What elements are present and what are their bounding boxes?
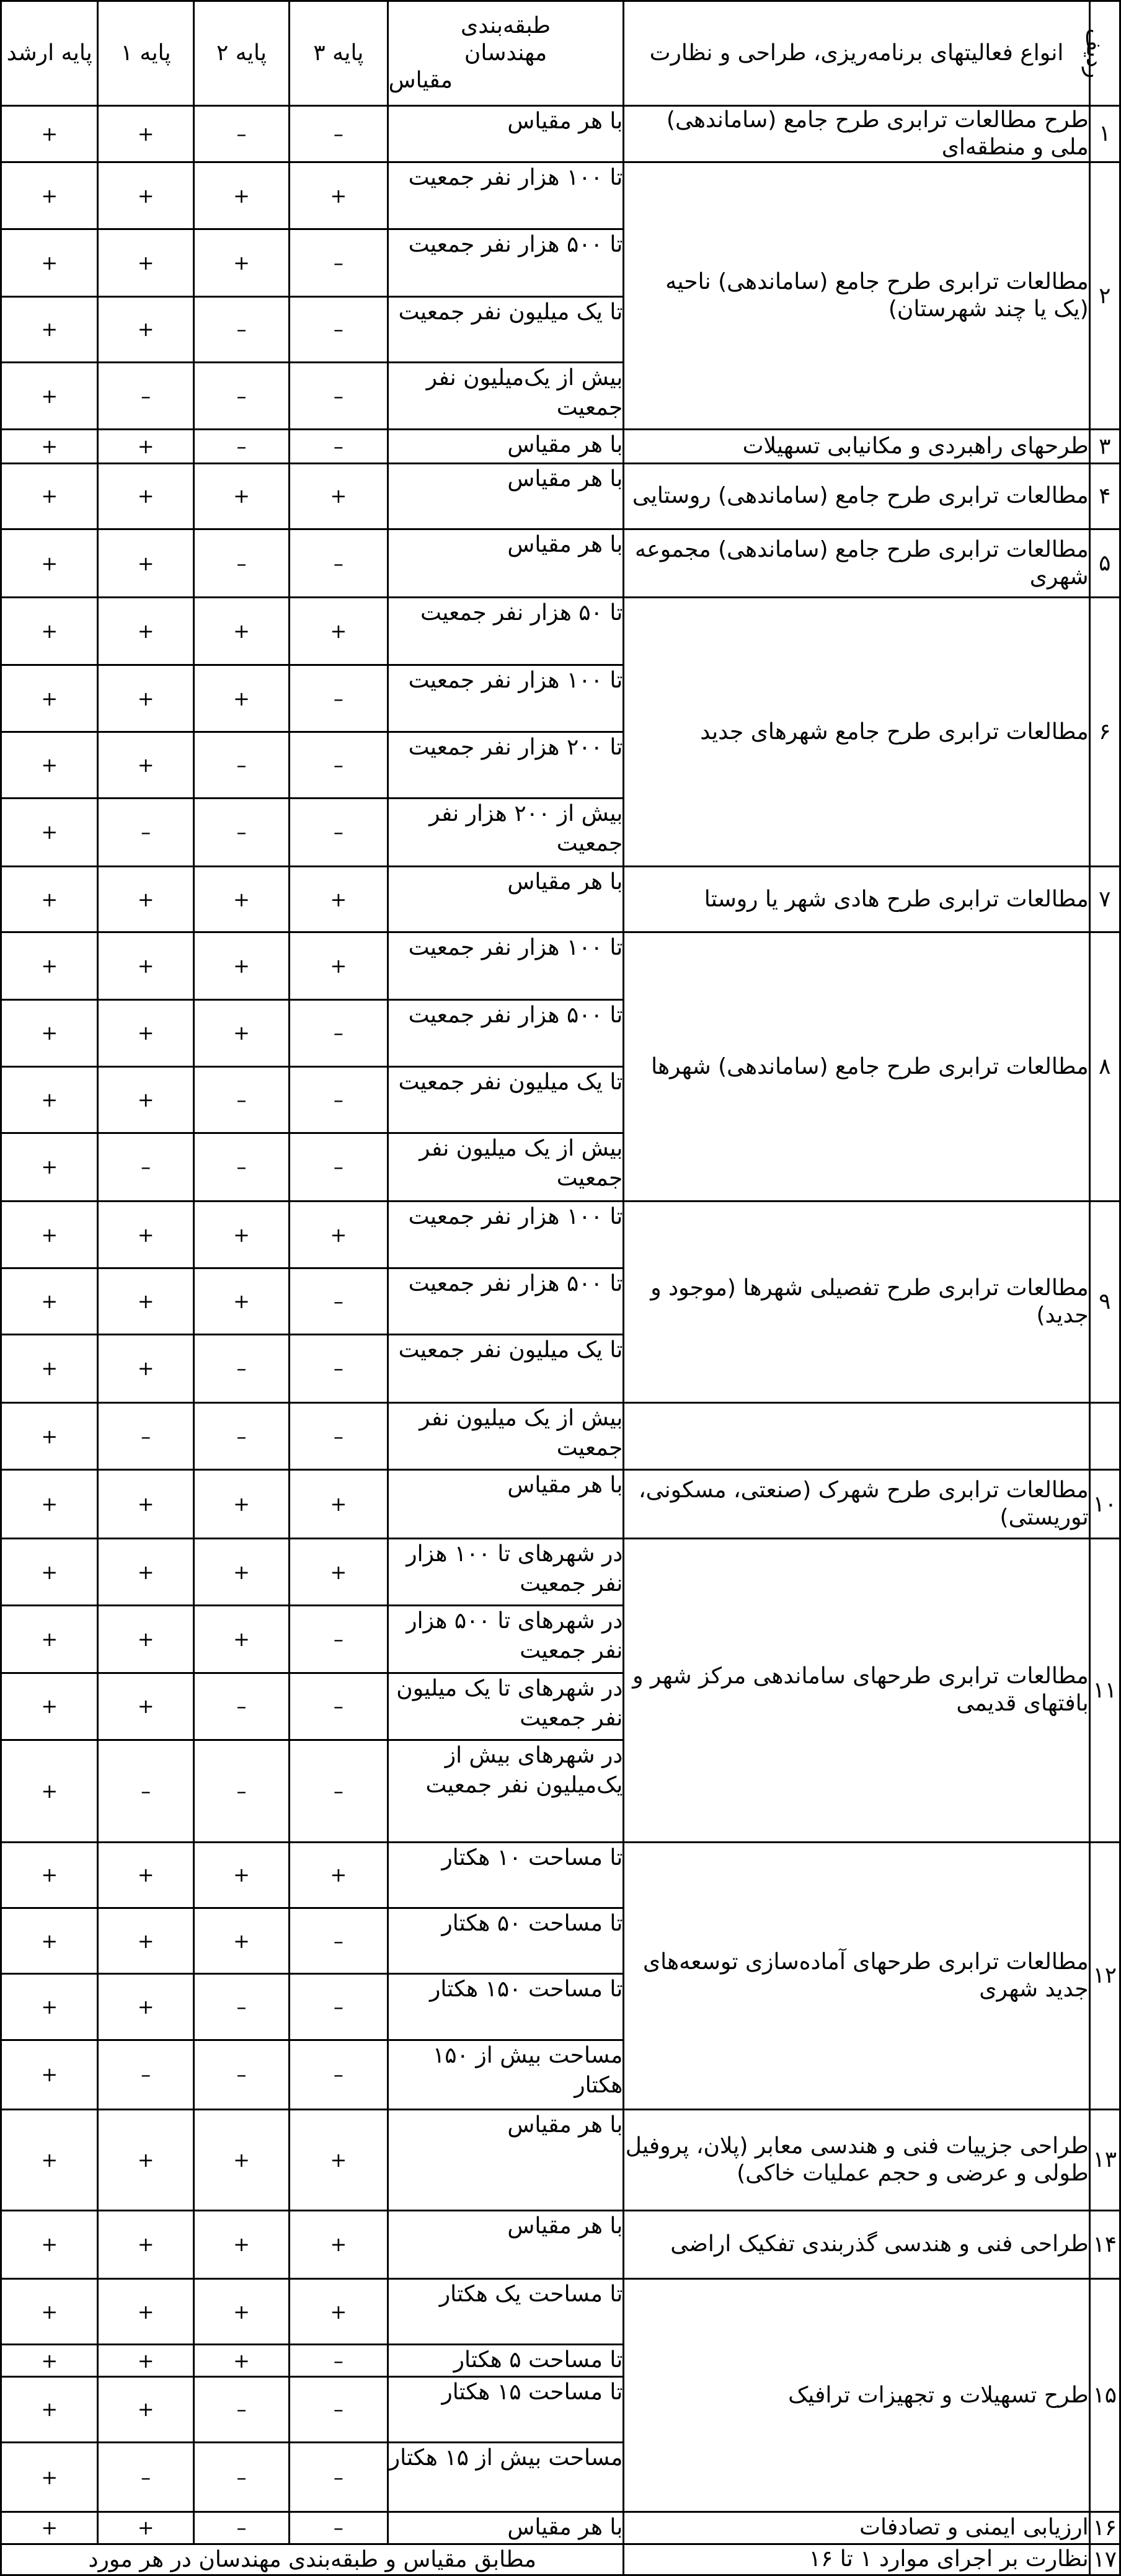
grade1-cell: + xyxy=(98,1908,193,1973)
scale-cell: با هر مقیاس xyxy=(388,529,624,598)
activity-cell: طرحهای راهبردی و مکانیابی تسهیلات xyxy=(624,430,1089,463)
activity-cell xyxy=(624,1403,1089,1470)
grade2-cell: – xyxy=(193,798,289,866)
grade1-cell: + xyxy=(98,1201,193,1268)
grade1-cell: + xyxy=(98,2279,193,2345)
grade2-cell: – xyxy=(193,1403,289,1470)
grade2-cell: + xyxy=(193,1470,289,1538)
grade3-cell: + xyxy=(290,463,388,529)
header-senior: پایه ارشد xyxy=(1,1,98,106)
grade3-cell: + xyxy=(290,1470,388,1538)
grade3-cell: – xyxy=(290,2512,388,2544)
row-number: ۱۶ xyxy=(1089,2512,1120,2544)
scale-cell: تا ۵۰۰ هزار نفر جمعیت xyxy=(388,1268,624,1334)
grade3-cell: – xyxy=(290,1606,388,1673)
scale-cell: تا ۱۰۰ هزار نفر جمعیت xyxy=(388,932,624,999)
scale-cell: با هر مقیاس xyxy=(388,1470,624,1538)
grade1-cell: + xyxy=(98,598,193,665)
grade1-cell: + xyxy=(98,430,193,463)
activity-cell: طرح تسهیلات و تجهیزات ترافیک xyxy=(624,2279,1089,2512)
scale-cell: در شهرهای تا یک میلیون نفر جمعیت xyxy=(388,1673,624,1740)
header-classification-line2: مهندسان xyxy=(464,40,547,66)
scale-cell: با هر مقیاس xyxy=(388,463,624,529)
senior-cell: + xyxy=(1,296,98,362)
scale-cell: تا مساحت یک هکتار xyxy=(388,2279,624,2345)
row-number: ۹ xyxy=(1089,1201,1120,1402)
table-row xyxy=(1,2110,1120,2211)
grade2-cell: + xyxy=(193,2279,289,2345)
grade2-cell: – xyxy=(193,1974,289,2040)
senior-cell: + xyxy=(1,866,98,932)
scale-cell: تا ۲۰۰ هزار نفر جمعیت xyxy=(388,732,624,798)
grade2-cell: – xyxy=(193,2040,289,2109)
activity-cell: مطالعات ترابری طرح جامع شهرهای جدید xyxy=(624,598,1089,867)
scale-cell: تا ۱۰۰ هزار نفر جمعیت xyxy=(388,665,624,732)
scale-cell: بیش از یک میلیون نفر جمعیت xyxy=(388,1133,624,1201)
senior-cell: + xyxy=(1,665,98,732)
senior-cell: + xyxy=(1,2210,98,2278)
scale-cell: تا مساحت ۵ هکتار xyxy=(388,2345,624,2376)
scale-cell: بیش از یک‌میلیون نفر جمعیت xyxy=(388,363,624,430)
grade2-cell: – xyxy=(193,1067,289,1133)
grade1-cell: + xyxy=(98,162,193,229)
senior-cell: + xyxy=(1,2279,98,2345)
table-row xyxy=(1,1842,1120,1908)
row-number: ۶ xyxy=(1089,598,1120,867)
row-number: ۱۲ xyxy=(1089,1842,1120,2110)
grade1-cell: – xyxy=(98,1740,193,1843)
scale-cell: تا ۵۰ هزار نفر جمعیت xyxy=(388,598,624,665)
senior-cell: + xyxy=(1,1268,98,1334)
row-number: ۵ xyxy=(1089,529,1120,598)
senior-cell: + xyxy=(1,2512,98,2544)
grade1-cell: + xyxy=(98,105,193,162)
grade1-cell: + xyxy=(98,1673,193,1740)
grade3-cell: + xyxy=(290,866,388,932)
scale-cell: تا یک میلیون نفر جمعیت xyxy=(388,296,624,362)
grade3-cell: – xyxy=(290,798,388,866)
row-number: ۱۱ xyxy=(1089,1538,1120,1842)
grade2-cell: – xyxy=(193,1133,289,1201)
row-number: ۱۳ xyxy=(1089,2110,1120,2211)
senior-cell: + xyxy=(1,1133,98,1201)
grade2-cell: – xyxy=(193,529,289,598)
grade2-cell: + xyxy=(193,598,289,665)
grade3-cell: – xyxy=(290,1334,388,1402)
grade2-cell: – xyxy=(193,1740,289,1843)
grade2-cell: + xyxy=(193,2345,289,2376)
grade2-cell: + xyxy=(193,1201,289,1268)
row-number: ۴ xyxy=(1089,463,1120,529)
grade3-cell: – xyxy=(290,1974,388,2040)
grade2-cell: – xyxy=(193,363,289,430)
grade3-cell: – xyxy=(290,229,388,296)
grade3-cell: – xyxy=(290,732,388,798)
header-activity: انواع فعالیتهای برنامه‌ریزی، طراحی و نظارت xyxy=(624,1,1089,106)
table-row xyxy=(1,1538,1120,1605)
grade2-cell: – xyxy=(193,105,289,162)
senior-cell: + xyxy=(1,529,98,598)
senior-cell: + xyxy=(1,1470,98,1538)
scale-cell: تا یک میلیون نفر جمعیت xyxy=(388,1334,624,1402)
activity-cell: نظارت بر اجرای موارد ۱ تا ۱۶ xyxy=(624,2544,1089,2575)
header-grade3: پایه ۳ xyxy=(290,1,388,106)
scale-cell: تا مساحت ۱۰ هکتار xyxy=(388,1842,624,1908)
scale-cell: تا مساحت ۱۵۰ هکتار xyxy=(388,1974,624,2040)
activity-cell: مطالعات ترابری طرحهای ساماندهی مرکز شهر و بافتهای قدیمی xyxy=(624,1538,1089,1842)
table-row xyxy=(1,162,1120,229)
scale-cell: با هر مقیاس xyxy=(388,430,624,463)
grade1-cell: + xyxy=(98,1470,193,1538)
grade1-cell: + xyxy=(98,529,193,598)
activity-cell: طراحی فنی و هندسی گذربندی تفکیک اراضی xyxy=(624,2210,1089,2278)
scale-cell: تا مساحت ۵۰ هکتار xyxy=(388,1908,624,1973)
grade3-cell: + xyxy=(290,2210,388,2278)
senior-cell: + xyxy=(1,1606,98,1673)
grade3-cell: + xyxy=(290,2110,388,2211)
grade1-cell: + xyxy=(98,1067,193,1133)
senior-cell: + xyxy=(1,2443,98,2512)
activity-cell: مطالعات ترابری طرح جامع (ساماندهی) شهرها xyxy=(624,932,1089,1202)
grade1-cell: – xyxy=(98,363,193,430)
grade2-cell: + xyxy=(193,866,289,932)
senior-cell: + xyxy=(1,1673,98,1740)
senior-cell: + xyxy=(1,932,98,999)
header-grade2: پایه ۲ xyxy=(193,1,289,106)
grade1-cell: + xyxy=(98,2512,193,2544)
activity-cell: مطالعات ترابری طرح هادی شهر یا روستا xyxy=(624,866,1089,932)
header-classification xyxy=(388,1,624,106)
grade2-cell: + xyxy=(193,463,289,529)
grade1-cell: – xyxy=(98,798,193,866)
senior-cell: + xyxy=(1,229,98,296)
scale-cell: تا یک میلیون نفر جمعیت xyxy=(388,1067,624,1133)
senior-cell: + xyxy=(1,1067,98,1133)
grade3-cell: – xyxy=(290,1403,388,1470)
senior-cell: + xyxy=(1,430,98,463)
header-classification-line3: مقیاس xyxy=(388,67,453,93)
grade1-cell: + xyxy=(98,1606,193,1673)
grade3-cell: – xyxy=(290,2345,388,2376)
grade3-cell: – xyxy=(290,1908,388,1973)
senior-cell: + xyxy=(1,1974,98,2040)
scale-cell: با هر مقیاس xyxy=(388,2512,624,2544)
row-number: ۲ xyxy=(1089,162,1120,430)
grade3-cell: – xyxy=(290,105,388,162)
grade1-cell: + xyxy=(98,1268,193,1334)
table-row xyxy=(1,598,1120,665)
activity-cell: مطالعات ترابری طرحهای آماده‌سازی توسعه‌های جدید شهری xyxy=(624,1842,1089,2110)
grade2-cell: + xyxy=(193,999,289,1066)
senior-cell: + xyxy=(1,105,98,162)
grade3-cell: – xyxy=(290,2376,388,2442)
senior-cell: + xyxy=(1,463,98,529)
scale-cell: در شهرهای تا ۱۰۰ هزار نفر جمعیت xyxy=(388,1538,624,1605)
row-number xyxy=(1089,1403,1120,1470)
grade2-cell: – xyxy=(193,2443,289,2512)
row-number: ۳ xyxy=(1089,430,1120,463)
grade1-cell: + xyxy=(98,2376,193,2442)
senior-cell: + xyxy=(1,2345,98,2376)
grade2-cell: – xyxy=(193,296,289,362)
senior-cell: + xyxy=(1,598,98,665)
scale-cell: تا مساحت ۱۵ هکتار xyxy=(388,2376,624,2442)
grade3-cell: – xyxy=(290,430,388,463)
activity-cell: طرح مطالعات ترابری طرح جامع (ساماندهی) ملی و منطقه‌ای xyxy=(624,105,1089,162)
grade3-cell: + xyxy=(290,1201,388,1268)
grade3-cell: – xyxy=(290,2040,388,2109)
scale-cell: تا ۱۰۰ هزار نفر جمعیت xyxy=(388,1201,624,1268)
grade3-cell: – xyxy=(290,529,388,598)
header-classification-line1: طبقه‌بندی xyxy=(461,12,551,38)
grade2-cell: + xyxy=(193,2110,289,2211)
row-number: ۱۵ xyxy=(1089,2279,1120,2512)
grade1-cell: + xyxy=(98,999,193,1066)
senior-cell: + xyxy=(1,2376,98,2442)
activity-cell: مطالعات ترابری طرح تفصیلی شهرها (موجود و جدید) xyxy=(624,1201,1089,1402)
grade1-cell: + xyxy=(98,1842,193,1908)
grade1-cell: + xyxy=(98,665,193,732)
grade3-cell: – xyxy=(290,2443,388,2512)
grade3-cell: – xyxy=(290,1268,388,1334)
scale-cell: با هر مقیاس xyxy=(388,866,624,932)
grade1-cell: – xyxy=(98,1403,193,1470)
senior-cell: + xyxy=(1,2110,98,2211)
grade2-cell: – xyxy=(193,430,289,463)
scale-cell: در شهرهای تا ۵۰۰ هزار نفر جمعیت xyxy=(388,1606,624,1673)
grade3-cell: – xyxy=(290,1740,388,1843)
grade2-cell: + xyxy=(193,932,289,999)
grade1-cell: – xyxy=(98,1133,193,1201)
grade2-cell: + xyxy=(193,1538,289,1605)
grade1-cell: – xyxy=(98,2040,193,2109)
senior-cell: + xyxy=(1,732,98,798)
grade2-cell: – xyxy=(193,2512,289,2544)
table-row xyxy=(1,866,1120,932)
activity-cell: مطالعات ترابری طرح شهرک (صنعتی، مسکونی، توریستی) xyxy=(624,1470,1089,1538)
grade3-cell: – xyxy=(290,1067,388,1133)
activity-cell: طراحی جزییات فنی و هندسی معابر (پلان، پروفیل طولی و عرضی و حجم عملیات خاکی) xyxy=(624,2110,1089,2211)
scale-cell: با هر مقیاس xyxy=(388,2210,624,2278)
grade1-cell: + xyxy=(98,2210,193,2278)
header-grade1: پایه ۱ xyxy=(98,1,193,106)
table-row xyxy=(1,529,1120,598)
grade2-cell: + xyxy=(193,1268,289,1334)
table-row xyxy=(1,1470,1120,1538)
senior-cell: + xyxy=(1,1201,98,1268)
row-number: ۱۰ xyxy=(1089,1470,1120,1538)
grade3-cell: – xyxy=(290,665,388,732)
grade1-cell: – xyxy=(98,2443,193,2512)
table-row xyxy=(1,2512,1120,2544)
grade3-cell: – xyxy=(290,1673,388,1740)
senior-cell: + xyxy=(1,363,98,430)
scale-cell: در شهرهای بیش از یک‌میلیون نفر جمعیت xyxy=(388,1740,624,1843)
scale-cell: بیش از یک میلیون نفر جمعیت xyxy=(388,1403,624,1470)
senior-cell: + xyxy=(1,1740,98,1843)
table-row xyxy=(1,1403,1120,1470)
grade2-cell: + xyxy=(193,162,289,229)
header-row-number: ردیف xyxy=(1089,1,1120,106)
grade1-cell: + xyxy=(98,1538,193,1605)
scale-cell: تا ۱۰۰ هزار نفر جمعیت xyxy=(388,162,624,229)
senior-cell: + xyxy=(1,1538,98,1605)
senior-cell: + xyxy=(1,1908,98,1973)
grade1-cell: + xyxy=(98,1334,193,1402)
scale-cell: بیش از ۲۰۰ هزار نفر جمعیت xyxy=(388,798,624,866)
grade3-cell: + xyxy=(290,598,388,665)
grade2-cell: + xyxy=(193,1606,289,1673)
activity-cell: ارزیابی ایمنی و تصادفات xyxy=(624,2512,1089,2544)
table-row xyxy=(1,105,1120,162)
grade1-cell: + xyxy=(98,732,193,798)
grade3-cell: – xyxy=(290,999,388,1066)
grade2-cell: + xyxy=(193,1842,289,1908)
activity-cell: مطالعات ترابری طرح جامع (ساماندهی) روستایی xyxy=(624,463,1089,529)
grade1-cell: + xyxy=(98,2110,193,2211)
grade3-cell: + xyxy=(290,932,388,999)
grade1-cell: + xyxy=(98,229,193,296)
grade3-cell: + xyxy=(290,162,388,229)
table-row xyxy=(1,1201,1120,1268)
scale-cell: مساحت بیش از ۱۵۰ هکتار xyxy=(388,2040,624,2109)
grade1-cell: + xyxy=(98,1974,193,2040)
scale-cell: مساحت بیش از ۱۵ هکتار xyxy=(388,2443,624,2512)
grade3-cell: + xyxy=(290,1842,388,1908)
activity-cell: مطالعات ترابری طرح جامع (ساماندهی) ناحیه (یک یا چند شهرستان) xyxy=(624,162,1089,430)
grade2-cell: + xyxy=(193,1908,289,1973)
grade2-cell: + xyxy=(193,2210,289,2278)
grade3-cell: – xyxy=(290,363,388,430)
scale-cell: با هر مقیاس xyxy=(388,105,624,162)
grade2-cell: + xyxy=(193,229,289,296)
table-row xyxy=(1,932,1120,999)
grade1-cell: + xyxy=(98,932,193,999)
merged-note-cell: مطابق مقیاس و طبقه‌بندی مهندسان در هر مورد xyxy=(1,2544,624,2575)
senior-cell: + xyxy=(1,999,98,1066)
table-row xyxy=(1,2279,1120,2345)
grade3-cell: + xyxy=(290,2279,388,2345)
grade3-cell: – xyxy=(290,296,388,362)
row-number: ۱۴ xyxy=(1089,2210,1120,2278)
header-row xyxy=(1,1,1120,106)
senior-cell: + xyxy=(1,1334,98,1402)
grade1-cell: + xyxy=(98,296,193,362)
senior-cell: + xyxy=(1,798,98,866)
table-row xyxy=(1,2544,1120,2575)
scale-cell: تا ۵۰۰ هزار نفر جمعیت xyxy=(388,229,624,296)
grade1-cell: + xyxy=(98,2345,193,2376)
row-number: ۷ xyxy=(1089,866,1120,932)
row-number: ۱ xyxy=(1089,105,1120,162)
row-number: ۱۷ xyxy=(1089,2544,1120,2575)
table-row xyxy=(1,2210,1120,2278)
grade1-cell: + xyxy=(98,463,193,529)
activity-cell: مطالعات ترابری طرح جامع (ساماندهی) مجموعه شهری xyxy=(624,529,1089,598)
row-number: ۸ xyxy=(1089,932,1120,1202)
grade2-cell: + xyxy=(193,665,289,732)
senior-cell: + xyxy=(1,2040,98,2109)
grade2-cell: – xyxy=(193,732,289,798)
grade2-cell: – xyxy=(193,2376,289,2442)
grade2-cell: – xyxy=(193,1673,289,1740)
grade3-cell: – xyxy=(290,1133,388,1201)
table-row xyxy=(1,463,1120,529)
grade2-cell: – xyxy=(193,1334,289,1402)
senior-cell: + xyxy=(1,1403,98,1470)
table-row xyxy=(1,430,1120,463)
grade3-cell: + xyxy=(290,1538,388,1605)
grade1-cell: + xyxy=(98,866,193,932)
scale-cell: تا ۵۰۰ هزار نفر جمعیت xyxy=(388,999,624,1066)
scale-cell: با هر مقیاس xyxy=(388,2110,624,2211)
senior-cell: + xyxy=(1,162,98,229)
senior-cell: + xyxy=(1,1842,98,1908)
